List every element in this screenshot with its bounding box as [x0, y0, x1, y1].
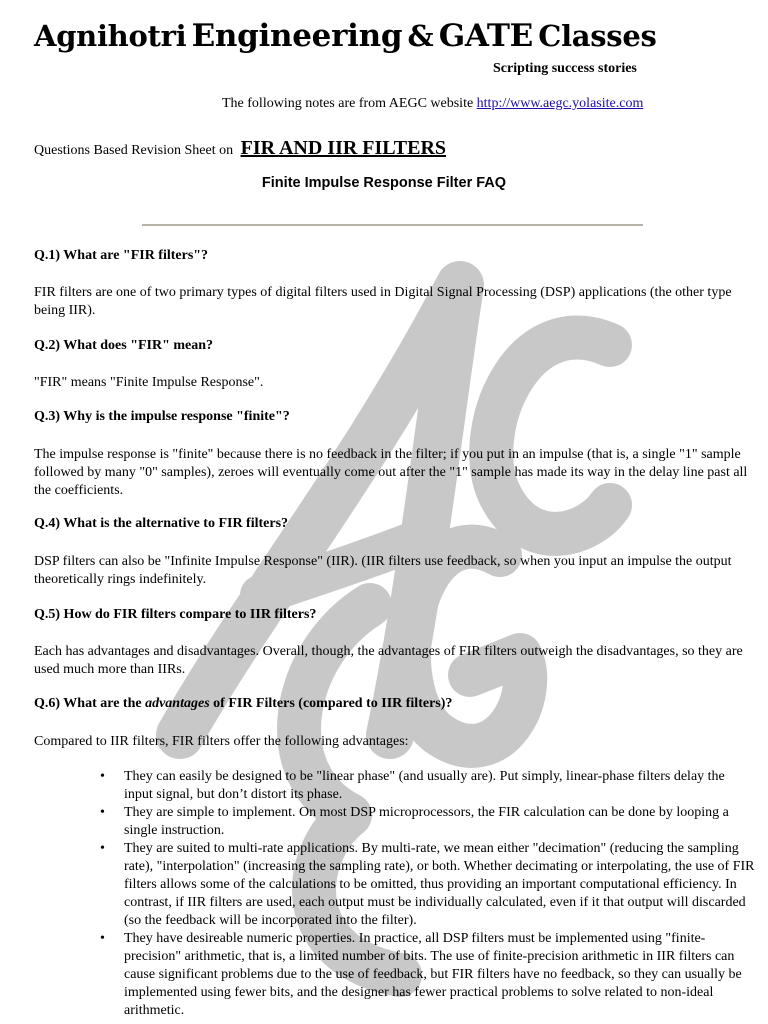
list-item: • They can easily be designed to be "linear phase" (and usually are). Put simply, linear-phase filters delay the input signal, but don’t distort its phase.	[94, 768, 756, 804]
question-5: Q.5) How do FIR filters compare to IIR filters?	[34, 607, 317, 622]
question-6-emphasis: advantages	[145, 696, 210, 711]
brand-ampersand: &	[407, 19, 434, 53]
website-link[interactable]: http://www.aegc.yolasite.com	[476, 96, 644, 111]
advantages-list	[94, 768, 756, 1020]
brand-tagline: Scripting success stories	[493, 61, 637, 76]
answer-1: FIR filters are one of two primary types of digital filters used in Digital Signal Processing (DSP) applications (the other type being IIR).	[34, 285, 732, 318]
question-1: Q.1) What are "FIR filters"?	[34, 248, 209, 263]
answer-6: Compared to IIR filters, FIR filters offer the following advantages:	[34, 734, 409, 749]
brand-first-word: Agnihotri	[34, 19, 187, 53]
brand-engineering-word: Engineering	[191, 18, 403, 54]
source-line	[222, 96, 643, 112]
list-item: • They have desireable numeric properties. In practice, all DSP filters must be implemented using "finite-precision" arithmetic, that is, a limited number of bits. The use of finite-precision arithmetic in IIR filters can cause significant problems due to the use of feedback, but FIR filters have no feedback, so they can usually be implemented using fewer bits, and the designer has fewer practical problems to solve related to non-ideal arithmetic.	[94, 930, 756, 1020]
question-4: Q.4) What is the alternative to FIR filters?	[34, 516, 289, 531]
source-text: The following notes are from AEGC website	[222, 96, 474, 111]
list-item: • They are simple to implement. On most DSP microprocessors, the FIR calculation can be done by looping a single instruction.	[94, 804, 756, 840]
question-6-prefix: Q.6) What are the	[34, 696, 146, 711]
answer-5: Each has advantages and disadvantages. Overall, though, the advantages of FIR filters outweigh the disadvantages, so they are used much more than IIRs.	[34, 644, 743, 677]
answer-3: The impulse response is "finite" because there is no feedback in the filter; if you put in an impulse (that is, a single "1" sample followed by many "0" samples), zeroes will eventually come out after the "1" sample has made its way in the delay line past all the coefficients.	[34, 447, 748, 498]
answer-4: DSP filters can also be "Infinite Impulse Response" (IIR). (IIR filters use feedback, so when you input an impulse the output theoretically rings indefinitely.	[34, 554, 732, 587]
question-2: Q.2) What does "FIR" mean?	[34, 338, 214, 353]
faq-subtitle: Finite Impulse Response Filter FAQ	[261, 175, 507, 191]
sheet-topic: FIR AND IIR FILTERS	[240, 137, 447, 159]
sheet-prefix: Questions Based Revision Sheet on	[34, 143, 234, 158]
sheet-heading	[34, 137, 446, 160]
answer-2: "FIR" means "Finite Impulse Response".	[34, 375, 264, 390]
brand-gate-word: GATE	[438, 18, 534, 54]
question-6-suffix: of FIR Filters (compared to IIR filters)?	[209, 696, 453, 711]
question-3: Q.3) Why is the impulse response "finite"?	[34, 409, 290, 424]
question-6	[34, 696, 452, 712]
brand-classes-word: Classes	[538, 19, 657, 53]
list-item: • They are suited to multi-rate applications. By multi-rate, we mean either "decimation" (reducing the sampling rate), "interpolation" (increasing the sampling rate), or both. Whether decimating or interpolating, the use of FIR filters allows some of the calculations to be omitted, thus providing an important computational efficiency. In contrast, if IIR filters are used, each output must be individually calculated, even if it that output will discarded (so the feedback will be incorporated into the filter).	[94, 840, 756, 930]
section-divider	[142, 224, 643, 226]
brand-title	[34, 18, 657, 54]
